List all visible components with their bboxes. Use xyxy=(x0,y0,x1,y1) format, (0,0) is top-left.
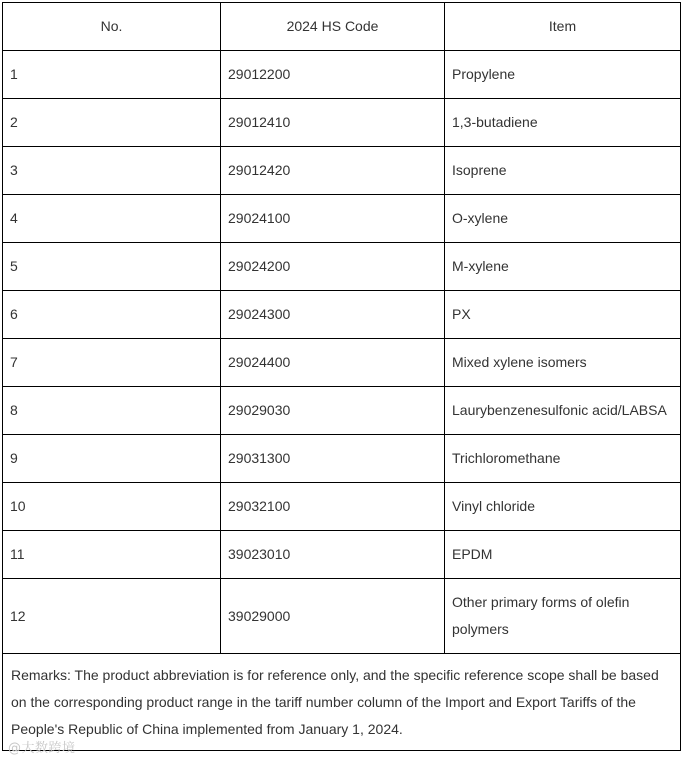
header-item: Item xyxy=(445,3,681,51)
table-row xyxy=(3,387,681,435)
table-row xyxy=(3,483,681,531)
cell-item: Isoprene xyxy=(445,147,681,195)
cell-no: 5 xyxy=(3,243,221,291)
remarks-row xyxy=(3,654,681,751)
cell-item: O-xylene xyxy=(445,195,681,243)
cell-no: 2 xyxy=(3,99,221,147)
watermark-logo: @大数跨境 xyxy=(8,741,76,756)
cell-no: 9 xyxy=(3,435,221,483)
cell-hs-code: 39029000 xyxy=(221,579,445,654)
cell-no: 1 xyxy=(3,51,221,99)
header-no: No. xyxy=(3,3,221,51)
cell-no: 12 xyxy=(3,579,221,654)
hs-code-table xyxy=(2,2,681,751)
cell-no: 6 xyxy=(3,291,221,339)
cell-item: M-xylene xyxy=(445,243,681,291)
cell-item: Trichloromethane xyxy=(445,435,681,483)
table-row xyxy=(3,339,681,387)
cell-item: Laurybenzenesulfonic acid/LABSA xyxy=(445,387,681,435)
cell-item: Vinyl chloride xyxy=(445,483,681,531)
cell-no: 11 xyxy=(3,531,221,579)
cell-hs-code: 29031300 xyxy=(221,435,445,483)
header-hs-code: 2024 HS Code xyxy=(221,3,445,51)
cell-item: Propylene xyxy=(445,51,681,99)
cell-hs-code: 29012410 xyxy=(221,99,445,147)
cell-hs-code: 29024400 xyxy=(221,339,445,387)
table-row xyxy=(3,147,681,195)
cell-no: 8 xyxy=(3,387,221,435)
remarks-text: Remarks: The product abbreviation is for reference only, and the specific reference scope shall be based on the corresponding product range in the tariff number column of the Import and Export Tariffs of the People's Republic of China implemented from January 1, 2024. xyxy=(3,654,681,751)
table-row xyxy=(3,435,681,483)
cell-no: 10 xyxy=(3,483,221,531)
table-row xyxy=(3,579,681,654)
cell-item: EPDM xyxy=(445,531,681,579)
cell-no: 4 xyxy=(3,195,221,243)
cell-hs-code: 29012420 xyxy=(221,147,445,195)
cell-item: Other primary forms of olefin polymers xyxy=(445,579,681,654)
table-row xyxy=(3,291,681,339)
cell-hs-code: 29012200 xyxy=(221,51,445,99)
cell-no: 3 xyxy=(3,147,221,195)
cell-hs-code: 29024200 xyxy=(221,243,445,291)
cell-hs-code: 29032100 xyxy=(221,483,445,531)
cell-item: Mixed xylene isomers xyxy=(445,339,681,387)
cell-no: 7 xyxy=(3,339,221,387)
cell-item: PX xyxy=(445,291,681,339)
table-row xyxy=(3,51,681,99)
table-row xyxy=(3,195,681,243)
table-row xyxy=(3,243,681,291)
cell-hs-code: 29029030 xyxy=(221,387,445,435)
cell-item: 1,3-butadiene xyxy=(445,99,681,147)
cell-hs-code: 29024300 xyxy=(221,291,445,339)
table-row xyxy=(3,531,681,579)
cell-hs-code: 39023010 xyxy=(221,531,445,579)
table-row xyxy=(3,99,681,147)
table-header-row xyxy=(3,3,681,51)
cell-hs-code: 29024100 xyxy=(221,195,445,243)
